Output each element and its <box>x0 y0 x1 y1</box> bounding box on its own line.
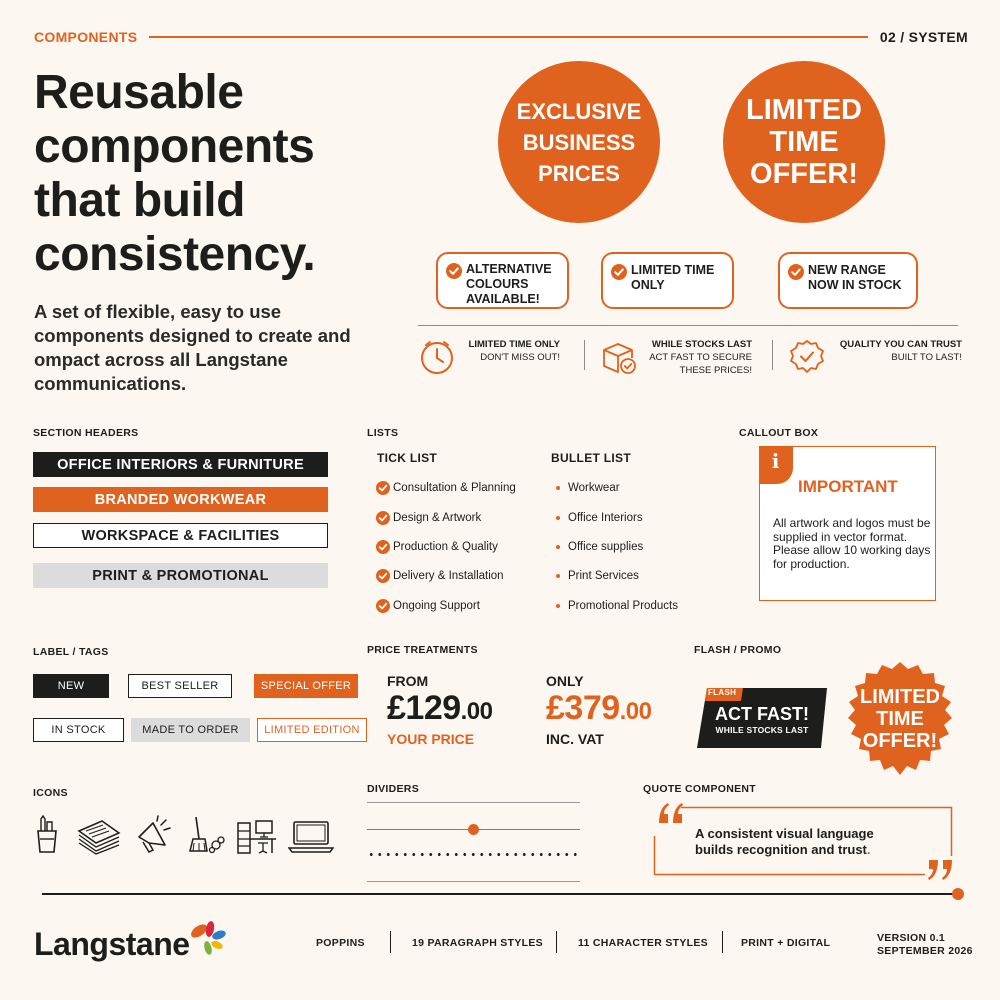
badge-line: OFFER! <box>750 158 858 190</box>
price-value <box>546 689 652 731</box>
features-divider <box>418 325 958 326</box>
prices-label: PRICE TREATMENTS <box>367 644 478 656</box>
bullet-list-item <box>556 598 678 614</box>
price-prefix: FROM <box>387 673 429 689</box>
burst-line: OFFER! <box>862 730 938 752</box>
check-circle-icon <box>376 511 390 525</box>
badge-line: TIME <box>769 126 839 158</box>
bullet-item-label: Print Services <box>568 570 639 582</box>
top-bar <box>34 26 968 48</box>
check-circle-icon <box>376 540 390 554</box>
hero-subtitle: A set of flexible, easy to use components designed to create and ompact across all Langstane communications. <box>34 301 351 394</box>
quote-line-text: builds recognition and trust <box>695 842 867 857</box>
pill-line: NEW RANGE <box>808 263 886 277</box>
tick-item-label: Design & Artwork <box>393 512 482 524</box>
hero-title <box>34 66 414 282</box>
bullet-list-item <box>556 510 643 526</box>
section-header-dark: OFFICE INTERIORS & FURNITURE <box>33 452 328 477</box>
price-main: £379 <box>546 689 620 727</box>
quote-line: A consistent visual language <box>695 826 874 841</box>
check-circle-icon <box>376 481 390 495</box>
bullet-dot <box>556 604 560 608</box>
callout-body: All artwork and logos must be supplied in vector format. Please allow 10 working days for production. <box>773 516 931 571</box>
open-quote-icon <box>657 801 685 825</box>
icons-label: ICONS <box>33 787 68 799</box>
bullet-list-title: BULLET LIST <box>551 451 631 465</box>
feature-quality <box>788 338 962 388</box>
tag-special-offer: SPECIAL OFFER <box>254 674 358 698</box>
tick-list-item <box>376 598 480 614</box>
badge-line: PRICES <box>538 160 620 186</box>
price-from <box>387 673 493 747</box>
hero-title-line: that build <box>34 174 245 227</box>
footer-rule-dot <box>952 888 964 900</box>
laptop-icon <box>288 820 334 854</box>
bullet-list-item <box>556 480 620 496</box>
stationery-icon <box>33 815 61 855</box>
megaphone-icon <box>135 815 173 855</box>
version-label: VERSION 0.1 <box>877 932 946 944</box>
office-desk-icon <box>236 815 278 855</box>
section-header-outline: WORKSPACE & FACILITIES <box>33 523 328 548</box>
section-header-grey: PRINT & PROMOTIONAL <box>33 563 328 588</box>
divider-plain <box>367 802 580 803</box>
bullet-item-label: Workwear <box>568 482 620 494</box>
price-main: £129 <box>387 689 461 727</box>
hero-title-line: Reusable <box>34 66 244 119</box>
tag-best-seller: BEST SELLER <box>128 674 232 698</box>
close-quote-icon <box>926 858 954 882</box>
price-prefix: ONLY <box>546 673 584 689</box>
feature-line: ACT FAST TO SECURE <box>649 352 752 363</box>
flash-label: FLASH / PROMO <box>694 644 782 656</box>
tags-label: LABEL / TAGS <box>33 646 109 658</box>
callout-title: IMPORTANT <box>798 477 898 496</box>
footer-rule <box>42 893 954 895</box>
flash-title: ACT FAST! <box>715 704 809 724</box>
feature-heading: QUALITY YOU CAN TRUST <box>839 339 962 350</box>
quote-period: . <box>866 842 871 857</box>
burst-line: LIMITED <box>860 686 940 708</box>
tick-list-item <box>376 568 504 584</box>
header-right-label: 02 / SYSTEM <box>879 29 968 45</box>
langstane-logo: Langstane <box>34 926 190 962</box>
pill-line: ALTERNATIVE <box>466 262 552 276</box>
section-header-orange: BRANDED WORKWEAR <box>33 487 328 512</box>
callout-label: CALLOUT BOX <box>739 427 819 439</box>
hero-title-line: components <box>34 120 315 173</box>
box-check-icon <box>600 338 640 378</box>
check-circle-icon <box>376 599 390 613</box>
quote-text <box>695 826 935 858</box>
paper-stack-icon <box>76 817 122 855</box>
pill-line: LIMITED TIME <box>631 263 715 277</box>
divider-dotted <box>367 853 580 856</box>
tick-list-item <box>376 539 498 555</box>
starburst-text <box>842 686 958 752</box>
footer-separator <box>390 931 391 953</box>
section-headers-label: SECTION HEADERS <box>33 427 139 439</box>
bullet-list-item <box>556 539 643 555</box>
feature-separator <box>772 340 773 370</box>
quote-line <box>695 842 935 858</box>
tick-item-label: Consultation & Planning <box>393 482 516 494</box>
footer-item-typeface: POPPINS <box>316 937 365 949</box>
tick-item-label: Delivery & Installation <box>393 570 504 582</box>
feature-line: DON'T MISS OUT! <box>480 352 560 363</box>
bullet-item-label: Promotional Products <box>568 600 678 612</box>
dividers-label: DIVIDERS <box>367 783 419 795</box>
feature-heading: LIMITED TIME ONLY <box>468 339 560 350</box>
tick-item-label: Ongoing Support <box>393 600 480 612</box>
feature-separator <box>584 340 585 370</box>
clock-icon <box>418 338 456 376</box>
footer-item-media: PRINT + DIGITAL <box>741 937 831 949</box>
pill-new-range <box>778 252 918 309</box>
exclusive-prices-badge <box>498 61 660 223</box>
quality-seal-icon <box>788 338 826 376</box>
limited-offer-badge <box>723 61 885 223</box>
tick-list-item <box>376 510 481 526</box>
lists-label: LISTS <box>367 427 399 439</box>
flash-subtitle: WHILE STOCKS LAST <box>715 725 809 735</box>
price-caption: YOUR PRICE <box>387 731 475 747</box>
pill-limited-time <box>601 252 734 309</box>
flash-tab: FLASH <box>708 688 737 697</box>
tag-made-to-order: MADE TO ORDER <box>131 718 250 742</box>
badge-line: BUSINESS <box>522 129 636 155</box>
bullet-dot <box>556 545 560 549</box>
pill-line: AVAILABLE! <box>466 292 540 306</box>
header-left-label: COMPONENTS <box>34 29 138 45</box>
tick-item-label: Production & Quality <box>393 541 498 553</box>
bullet-item-label: Office supplies <box>568 541 644 553</box>
tick-list-title: TICK LIST <box>377 451 438 465</box>
feature-line: BUILT TO LAST! <box>891 352 962 363</box>
cleaning-icon <box>184 815 226 855</box>
callout-box <box>759 446 936 601</box>
price-value <box>387 689 493 731</box>
langstane-logo-mark <box>186 920 228 960</box>
pill-alternative-colours <box>436 252 569 309</box>
burst-line: TIME <box>876 708 924 730</box>
bullet-dot <box>556 516 560 520</box>
hero-title-line: consistency. <box>34 228 316 281</box>
tag-in-stock: IN STOCK <box>33 718 124 742</box>
bullet-dot <box>556 486 560 490</box>
feature-while-stocks <box>600 338 752 388</box>
tag-new: NEW <box>33 674 109 698</box>
quote-label: QUOTE COMPONENT <box>643 783 757 795</box>
footer-separator <box>722 931 723 953</box>
divider-accent-dot <box>468 824 479 835</box>
bullet-list-item <box>556 568 639 584</box>
pill-line: COLOURS <box>466 277 529 291</box>
version-info <box>877 932 973 958</box>
price-decimal: .00 <box>619 698 652 725</box>
footer-separator <box>556 931 557 953</box>
price-decimal: .00 <box>460 698 493 725</box>
feature-heading: WHILE STOCKS LAST <box>651 339 752 350</box>
check-circle-icon <box>376 569 390 583</box>
feature-limited-time <box>418 338 560 388</box>
pill-line: NOW IN STOCK <box>808 278 902 292</box>
price-caption: INC. VAT <box>546 731 604 747</box>
footer-item-character-styles: 11 CHARACTER STYLES <box>578 937 708 949</box>
price-only <box>546 673 652 747</box>
check-circle-icon <box>446 263 462 279</box>
badge-line: LIMITED <box>746 94 862 126</box>
info-icon: i <box>759 446 793 484</box>
check-circle-icon <box>788 264 804 280</box>
divider-plain <box>367 881 580 882</box>
tag-limited-edition: LIMITED EDITION <box>257 718 367 742</box>
footer-item-paragraph-styles: 19 PARAGRAPH STYLES <box>412 937 543 949</box>
version-date: SEPTEMBER 2026 <box>877 945 973 957</box>
tick-list-item <box>376 480 516 496</box>
bullet-dot <box>556 574 560 578</box>
bullet-item-label: Office Interiors <box>568 512 643 524</box>
check-circle-icon <box>611 264 627 280</box>
feature-line: THESE PRICES! <box>679 365 752 376</box>
header-rule <box>149 36 868 38</box>
pill-line: ONLY <box>631 278 665 292</box>
badge-line: EXCLUSIVE <box>516 98 642 124</box>
